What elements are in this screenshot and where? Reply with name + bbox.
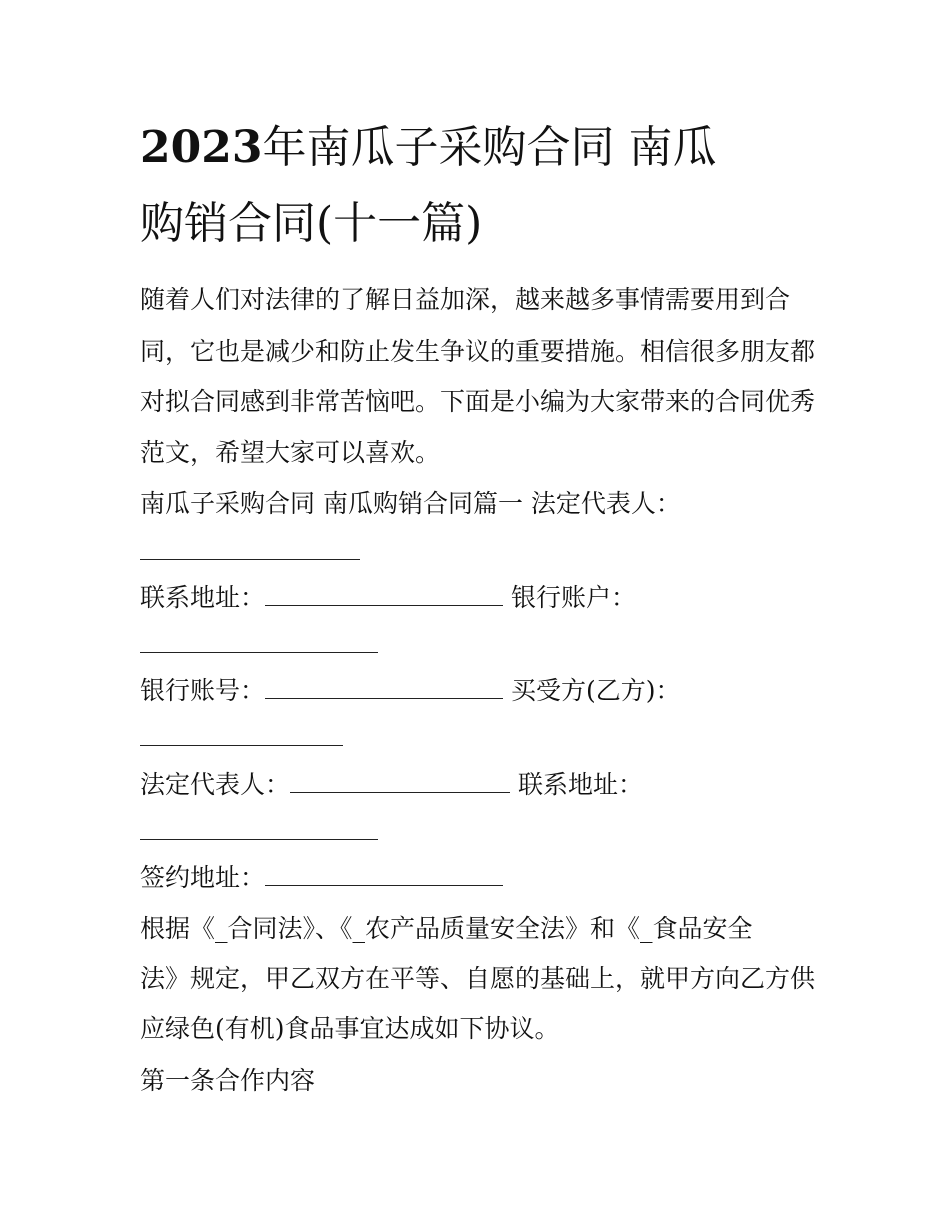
contact-address-2-blank bbox=[140, 817, 378, 840]
title-year: 2023 bbox=[140, 122, 263, 173]
bank-account-blank bbox=[140, 630, 378, 653]
legal-rep-blank-line bbox=[140, 535, 360, 569]
contact-address-label-2: 联系地址： bbox=[517, 770, 643, 799]
intro-line-2: 同，它也是减少和防止发生争议的重要措施。相信很多朋友都 bbox=[140, 337, 816, 366]
contact-address-label: 联系地址： bbox=[140, 583, 266, 612]
bank-account-blank-line bbox=[140, 628, 378, 662]
contact-address-blank bbox=[265, 583, 503, 606]
bank-number-blank bbox=[265, 676, 503, 699]
basis-line-3: 应绿色(有机)食品事宜达成如下协议。 bbox=[140, 1014, 560, 1043]
legal-rep-2-blank bbox=[290, 770, 510, 793]
legal-rep-blank bbox=[140, 537, 360, 560]
basis-line-1: 根据《_合同法》、《_农产品质量安全法》和《_食品安全 bbox=[140, 914, 753, 943]
article-1-heading: 第一条合作内容 bbox=[140, 1066, 316, 1095]
document-title-line-1 bbox=[140, 110, 840, 186]
intro-line-3: 对拟合同感到非常苦恼吧。下面是小编为大家带来的合同优秀 bbox=[140, 387, 816, 416]
legal-rep-label: 法定代表人： bbox=[140, 770, 291, 799]
contact-address-2-blank-line bbox=[140, 815, 378, 849]
basis-line-2: 法》规定，甲乙双方在平等、自愿的基础上，就甲方向乙方供 bbox=[140, 964, 816, 993]
title-line-1-text: 年南瓜子采购合同 南瓜 bbox=[262, 122, 717, 173]
bank-number-buyer-line bbox=[140, 674, 680, 708]
buyer-blank-line bbox=[140, 721, 343, 755]
bank-number-label: 银行账号： bbox=[140, 676, 266, 705]
contact-bank-line bbox=[140, 581, 636, 615]
bank-account-label: 银行账户： bbox=[510, 583, 636, 612]
signing-place-line bbox=[140, 861, 503, 895]
intro-line-1: 随着人们对法律的了解日益加深，越来越多事情需要用到合 bbox=[140, 285, 791, 314]
intro-line-4: 范文，希望大家可以喜欢。 bbox=[140, 438, 441, 467]
legal-rep-address-line bbox=[140, 768, 643, 802]
signing-place-label: 签约地址： bbox=[140, 863, 266, 892]
section-heading: 南瓜子采购合同 南瓜购销合同篇一 法定代表人： bbox=[140, 489, 681, 518]
buyer-label: 买受方(乙方)： bbox=[510, 676, 681, 705]
buyer-blank bbox=[140, 723, 343, 746]
signing-place-blank bbox=[265, 863, 503, 886]
document-title-line-2: 购销合同(十一篇) bbox=[140, 198, 483, 249]
